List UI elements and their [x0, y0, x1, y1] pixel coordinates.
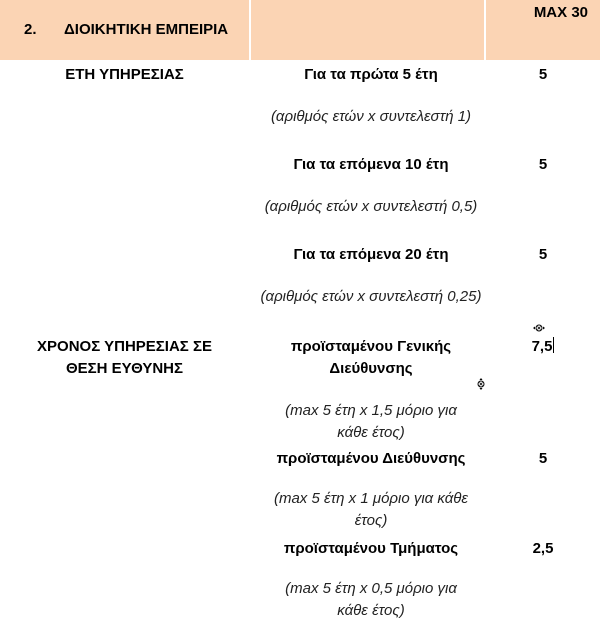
- item-note-next-20-years: (αριθμός ετών x συντελεστή 0,25): [260, 288, 482, 305]
- header-cell-max: [486, 0, 600, 60]
- item-note-first-5-years: (αριθμός ετών x συντελεστή 1): [270, 108, 472, 125]
- category-service-years: ΕΤΗ ΥΠΗΡΕΣΙΑΣ: [65, 66, 184, 83]
- move-handle-icon: [533, 322, 545, 334]
- item-note-general-director: (max 5 έτη x 1,5 μόριο για κάθε έτος): [285, 402, 457, 441]
- item-label-next-20-years: Για τα επόμενα 20 έτη: [293, 246, 449, 263]
- item-points-general-director: [486, 337, 600, 355]
- item-label-next-10-years: Για τα επόμενα 10 έτη: [293, 156, 449, 173]
- item-points-next-20-years: 5: [538, 246, 548, 263]
- item-note-department-head: (max 5 έτη x 0,5 μόριο για κάθε έτος): [285, 580, 457, 619]
- item-note-director: (max 5 έτη x 1 μόριο για κάθε έτος): [273, 490, 469, 529]
- points-value: 7,5: [531, 338, 553, 355]
- item-points-first-5-years: 5: [538, 66, 548, 83]
- resize-handle-icon: [475, 378, 487, 390]
- item-note-next-10-years: (αριθμός ετών x συντελεστή 0,5): [264, 198, 478, 215]
- item-label-department-head: προϊσταμένου Τμήματος: [283, 540, 459, 557]
- header-cell-section: [0, 0, 249, 60]
- section-number: 2.: [24, 21, 37, 38]
- max-points-label: MAX 30: [533, 4, 588, 21]
- item-label-director: προϊσταμένου Διεύθυνσης: [276, 450, 466, 467]
- category-management-time: ΧΡΟΝΟΣ ΥΠΗΡΕΣΙΑΣ ΣΕ ΘΕΣΗ ΕΥΘΥΝΗΣ: [37, 338, 212, 377]
- item-label-general-director: προϊσταμένου Γενικής Διεύθυνσης: [290, 338, 452, 377]
- header-cell-empty: [251, 0, 484, 60]
- item-points-next-10-years: 5: [538, 156, 548, 173]
- section-title: ΔΙΟΙΚΗΤΙΚΗ ΕΜΠΕΙΡΙΑ: [64, 21, 229, 38]
- item-points-department-head: 2,5: [532, 540, 554, 557]
- item-points-director: 5: [538, 450, 548, 467]
- text-caret: [553, 337, 554, 353]
- item-label-first-5-years: Για τα πρώτα 5 έτη: [304, 66, 438, 83]
